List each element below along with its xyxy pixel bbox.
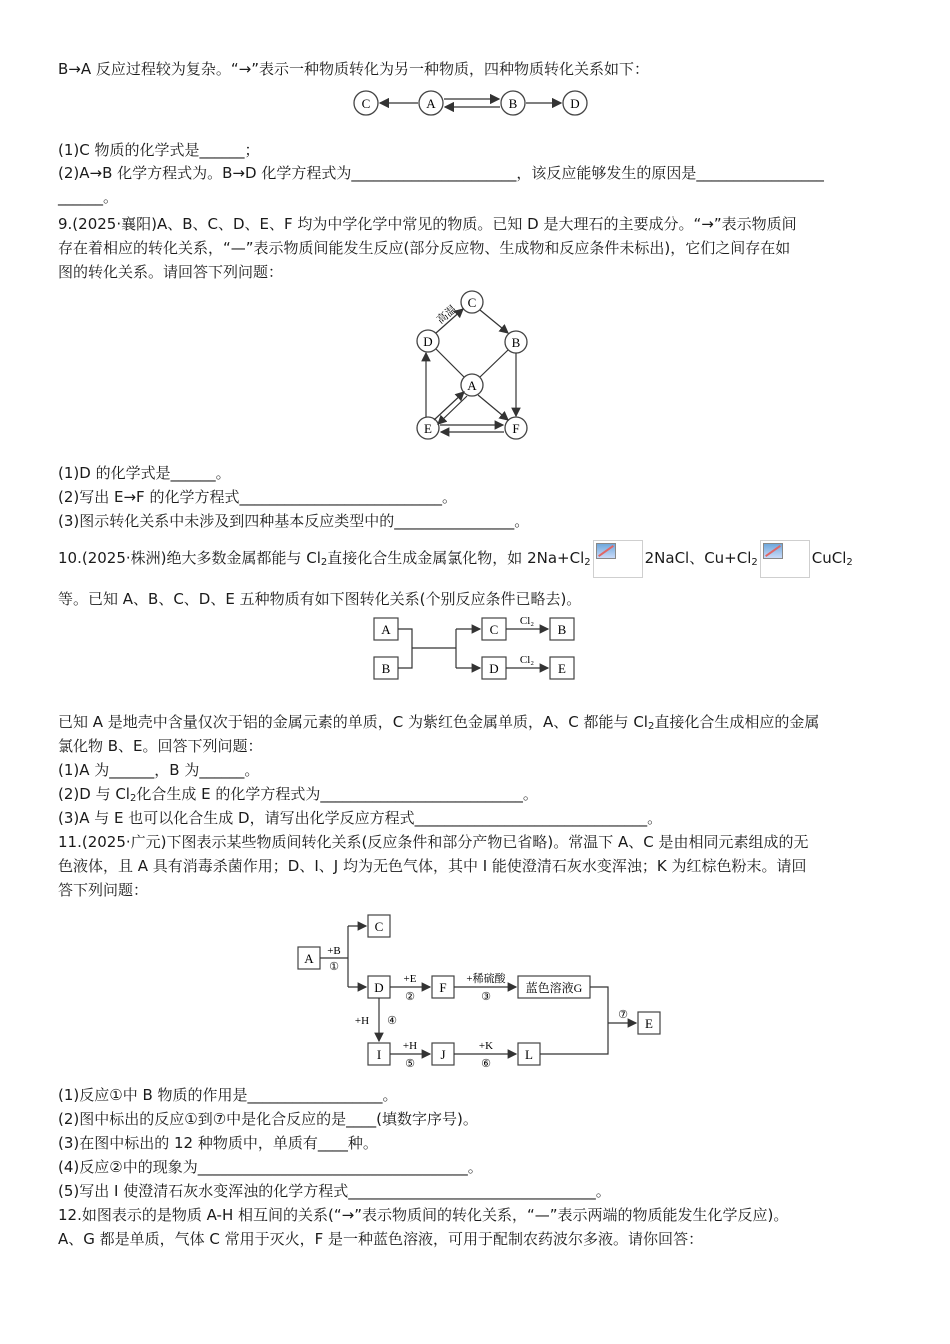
- q9-arrow-c-b: [480, 310, 508, 333]
- q11-label-plus-h2: +H: [402, 1040, 418, 1052]
- q9-arrow-e-a: [434, 392, 464, 420]
- q10-box-e-label: E: [558, 661, 566, 676]
- q9-link-a-b: [480, 350, 508, 377]
- q8-node-b-label: B: [508, 96, 518, 111]
- q10-sub-2a: 2: [320, 557, 328, 568]
- q10-box-d-label: D: [489, 661, 499, 676]
- q8-sub2b: ______。: [58, 188, 119, 206]
- q8-sub2: (2)A→B 化学方程式为。B→D 化学方程式为______________________，该反应能够发生的原因是_________________: [58, 164, 824, 182]
- q9-sub1: (1)D 的化学式是______。: [58, 464, 231, 482]
- q11-stem3: 答下列问题：: [58, 881, 149, 899]
- q9-stem2: 存在着相应的转化关系，“—”表示物质间能发生反应(部分反应物、生成物和反应条件未标出)，它们之间存在如: [58, 239, 791, 257]
- q11-sub3: (3)在图中标出的 12 种物质中，单质有____种。: [58, 1134, 378, 1152]
- q11-box-g-label: 蓝色溶液G: [525, 981, 583, 995]
- q10-sub1: (1)A 为______，B 为______。: [58, 761, 260, 779]
- q11-box-a-label: A: [304, 951, 314, 966]
- q11-sub1: (1)反应①中 B 物质的作用是__________________。: [58, 1086, 398, 1104]
- q10-stem1: [58, 538, 853, 583]
- q10-box-c-label: C: [489, 622, 499, 637]
- q10-sub-2b: 2: [584, 557, 591, 568]
- q11-label-r4: ④: [387, 1015, 397, 1027]
- q9-node-a-label: A: [467, 378, 477, 393]
- q11-label-r7: ⑦: [618, 1009, 628, 1021]
- q11-sub5: (5)写出 I 使澄清石灰水变浑浊的化学方程式_________________________________。: [58, 1182, 611, 1200]
- q8-node-a-label: A: [426, 96, 436, 111]
- q10-sub-2d: 2: [846, 557, 853, 568]
- q11-label-r1: ①: [329, 961, 339, 973]
- q11-box-f-label: F: [439, 980, 447, 995]
- q11-label-plus-e: +E: [403, 973, 417, 985]
- q9-diagram: [414, 286, 536, 444]
- q9-stem3: 图的转化关系。请回答下列问题：: [58, 263, 284, 281]
- q9-node-b-label: B: [511, 335, 521, 350]
- broken-image-icon: [760, 540, 810, 578]
- q9-arrow-a-f: [478, 395, 508, 420]
- q9-link-a-d: [436, 349, 464, 377]
- q11-box-j-label: J: [440, 1047, 446, 1062]
- q10-stem3-a: 已知 A 是地壳中含量仅次于铝的金属元素的单质，C 为紫红色金属单质，A、C 都能与 Cl: [58, 713, 648, 731]
- q10-stem4: 氯化物 B、E。回答下列问题：: [58, 737, 263, 755]
- q11-stem1: 11.(2025·广元)下图表示某些物质间转化关系(反应条件和部分产物已省略)。常温下 A、C 是由相同元素组成的无: [58, 833, 809, 851]
- q11-sub2: (2)图中标出的反应①到⑦中是化合反应的是____(填数字序号)。: [58, 1110, 478, 1128]
- q10-sub-2f: 2: [129, 793, 137, 804]
- q11-sub4: (4)反应②中的现象为____________________________________。: [58, 1158, 483, 1176]
- q11-label-r3: ③: [481, 991, 491, 1003]
- q10-connector-left: [398, 629, 412, 668]
- q8-node-c-label: C: [361, 96, 371, 111]
- q9-node-e-label: E: [424, 421, 432, 436]
- q11-label-r6: ⑥: [481, 1058, 491, 1070]
- q10-stem1-c: 2NaCl、Cu+Cl: [644, 549, 752, 567]
- q10-arrow-c-b-label: Cl₂: [519, 615, 535, 627]
- q10-sub3: (3)A 与 E 也可以化合生成 D，请写出化学反应方程式_______________________________。: [58, 809, 663, 827]
- q10-stem2: 等。已知 A、B、C、D、E 五种物质有如下图转化关系(个别反应条件已略去)。: [58, 590, 582, 608]
- q11-box-l-label: L: [525, 1047, 533, 1062]
- q9-node-d-label: D: [423, 334, 433, 349]
- q10-sub-2e: 2: [647, 721, 655, 732]
- q11-label-plus-h1: +H: [354, 1015, 370, 1027]
- q9-condition-label: 高温: [434, 303, 460, 327]
- q9-stem1: 9.(2025·襄阳)A、B、C、D、E、F 均为中学化学中常见的物质。已知 D 是大理石的主要成分。“→”表示物质间: [58, 215, 797, 233]
- q11-label-plus-b: +B: [327, 945, 341, 957]
- q10-stem3-b: 直接化合生成相应的金属: [654, 713, 820, 731]
- q9-sub3: (3)图示转化关系中未涉及到四种基本反应类型中的________________。: [58, 512, 530, 530]
- q9-sub2: (2)写出 E→F 的化学方程式___________________________。: [58, 488, 457, 506]
- q10-arrow-d-e-label: Cl₂: [519, 654, 535, 666]
- q11-connector-g: [590, 987, 608, 1023]
- q8-diagram: [350, 88, 590, 120]
- q9-node-c-label: C: [467, 295, 477, 310]
- q10-box-b-right-label: B: [557, 622, 567, 637]
- q10-diagram: [372, 614, 580, 684]
- q11-stem2: 色液体，且 A 具有消毒杀菌作用；D、I、J 均为无色气体，其中 I 能使澄清石灰水变浑浊；K 为红棕色粉末。请回: [58, 857, 807, 875]
- broken-image-icon: [593, 540, 643, 578]
- q12-stem1: 12.如图表示的是物质 A-H 相互间的关系(“→”表示物质间的转化关系，“—”表示两端的物质能发生化学反应)。: [58, 1206, 789, 1224]
- q8-sub1: (1)C 物质的化学式是______；: [58, 141, 260, 159]
- q11-connector-l: [540, 1023, 608, 1054]
- q9-arrow-a-e: [438, 396, 467, 424]
- q11-box-e-label: E: [645, 1016, 653, 1031]
- q11-label-r5: ⑤: [405, 1058, 415, 1070]
- q11-label-acid: +稀硫酸: [466, 973, 506, 985]
- q10-sub-2c: 2: [751, 557, 758, 568]
- q11-diagram: [296, 910, 662, 1070]
- q11-label-r2: ②: [405, 991, 415, 1003]
- q8-node-d-label: D: [570, 96, 580, 111]
- q10-stem1-a: 10.(2025·株洲)绝大多数金属都能与 Cl: [58, 549, 321, 567]
- q10-sub2-b: 化合生成 E 的化学方程式为___________________________。: [136, 785, 538, 803]
- q10-stem1-b: 直接化合生成金属氯化物，如 2Na+Cl: [327, 549, 585, 567]
- q11-box-i-label: I: [376, 1047, 382, 1062]
- q10-sub2-a: (2)D 与 Cl: [58, 785, 130, 803]
- q9-node-f-label: F: [512, 421, 520, 436]
- q11-box-d-label: D: [374, 980, 384, 995]
- q11-label-plus-k: +K: [478, 1040, 494, 1052]
- q11-box-c-label: C: [374, 919, 384, 934]
- q10-box-b-left-label: B: [381, 661, 391, 676]
- q10-stem1-d: CuCl: [811, 549, 847, 567]
- q8-intro: B→A 反应过程较为复杂。“→”表示一种物质转化为另一种物质，四种物质转化关系如下：: [58, 60, 650, 78]
- q12-stem2: A、G 都是单质，气体 C 常用于灭火，F 是一种蓝色溶液，可用于配制农药波尔多液。请你回答：: [58, 1230, 704, 1248]
- q10-box-a-label: A: [381, 622, 391, 637]
